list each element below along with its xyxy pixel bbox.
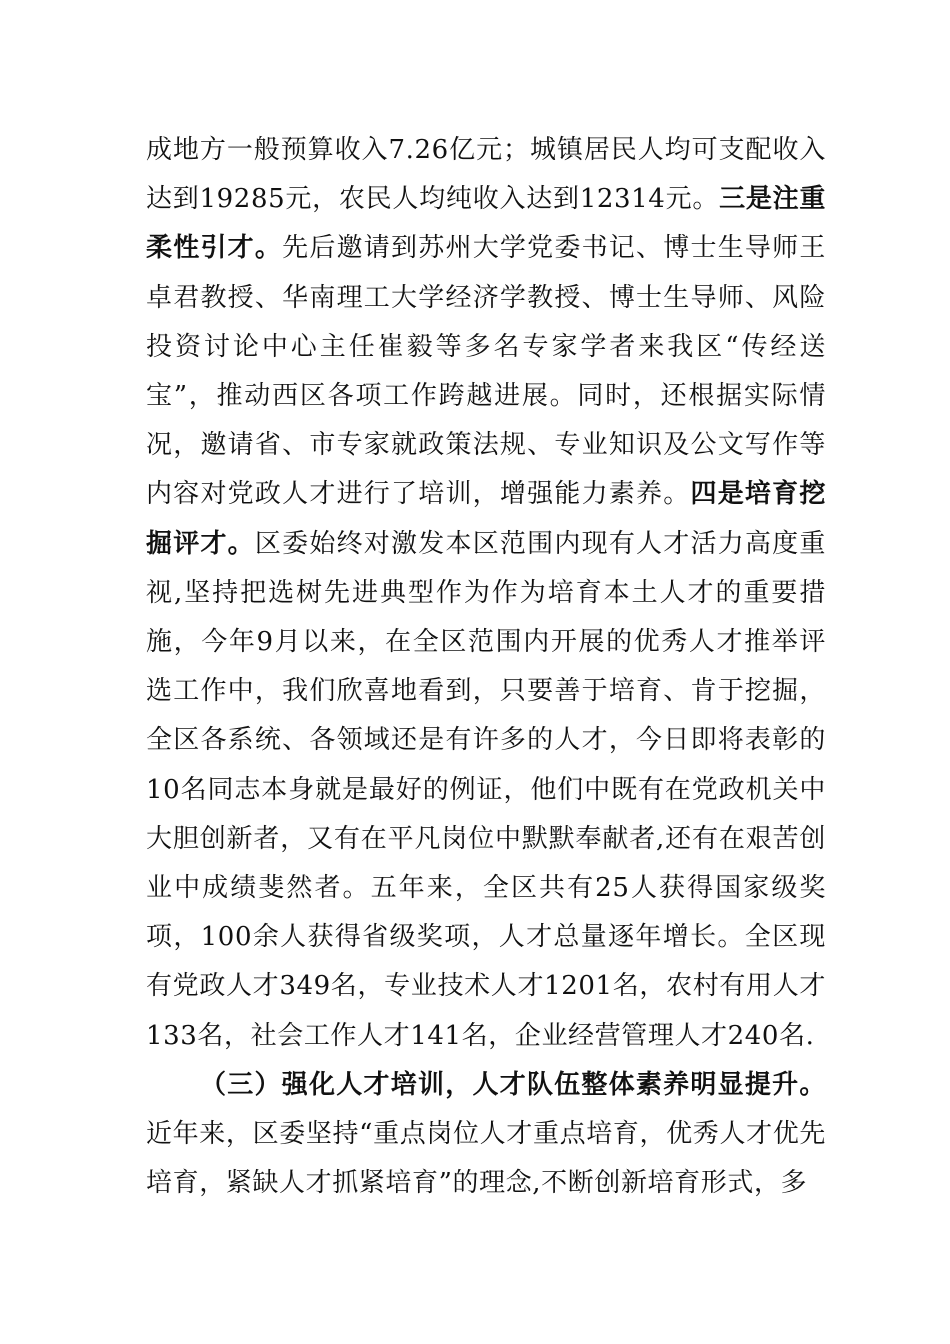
text-run: 区委始终对激发本区范围内现有人才活力高度重视,坚持把选树先进典型作为作为培育本土人才的重要措施，今年9月以来，在全区范围内开展的优秀人才推举评选工作中，我们欣喜地看到，只要善于培育、肯于挖掘，全区各系统、各领域还是有许多的人才，今日即将表彰的10名同志本身就是最好的例证，他们中既有在党政机关中大胆创新者，又有在平凡岗位中默默奉献者,还有在艰苦创业中成绩斐然者。五年来，全区共有25人获得国家级奖项，100余人获得省级奖项，人才总量逐年增长。全区现有党政人才349名，专业技术人才1201名，农村有用人才133名，社会工作人才141名，企业经营管理人才240名. bbox=[146, 528, 826, 1051]
bold-heading-run: 四是培育挖掘评才。 bbox=[146, 479, 826, 559]
text-run: 成地方一般预算收入7.26亿元；城镇居民人均可支配收入达到19285元，农民人均纯收入达到12314元。 bbox=[146, 135, 826, 215]
paragraph-continuation bbox=[146, 126, 826, 1061]
paragraph-section-three bbox=[146, 1061, 826, 1209]
text-run: 近年来，区委坚持“重点岗位人才重点培育，优秀人才优先培育，紧缺人才抓紧培育”的理念,不断创新培育形式，多 bbox=[146, 1119, 826, 1199]
section-heading-run: （三）强化人才培训，人才队伍整体素养明显提升。 bbox=[200, 1069, 826, 1100]
text-run: 先后邀请到苏州大学党委书记、博士生导师王卓君教授、华南理工大学经济学教授、博士生导师、风险投资讨论中心主任崔毅等多名专家学者来我区“传经送宝”，推动西区各项工作跨越进展。同时，还根据实际情况，邀请省、市专家就政策法规、专业知识及公文写作等内容对党政人才进行了培训，增强能力素养。 bbox=[146, 233, 826, 510]
bold-heading-run: 三是注重柔性引才。 bbox=[146, 184, 827, 264]
document-body bbox=[146, 126, 826, 1208]
